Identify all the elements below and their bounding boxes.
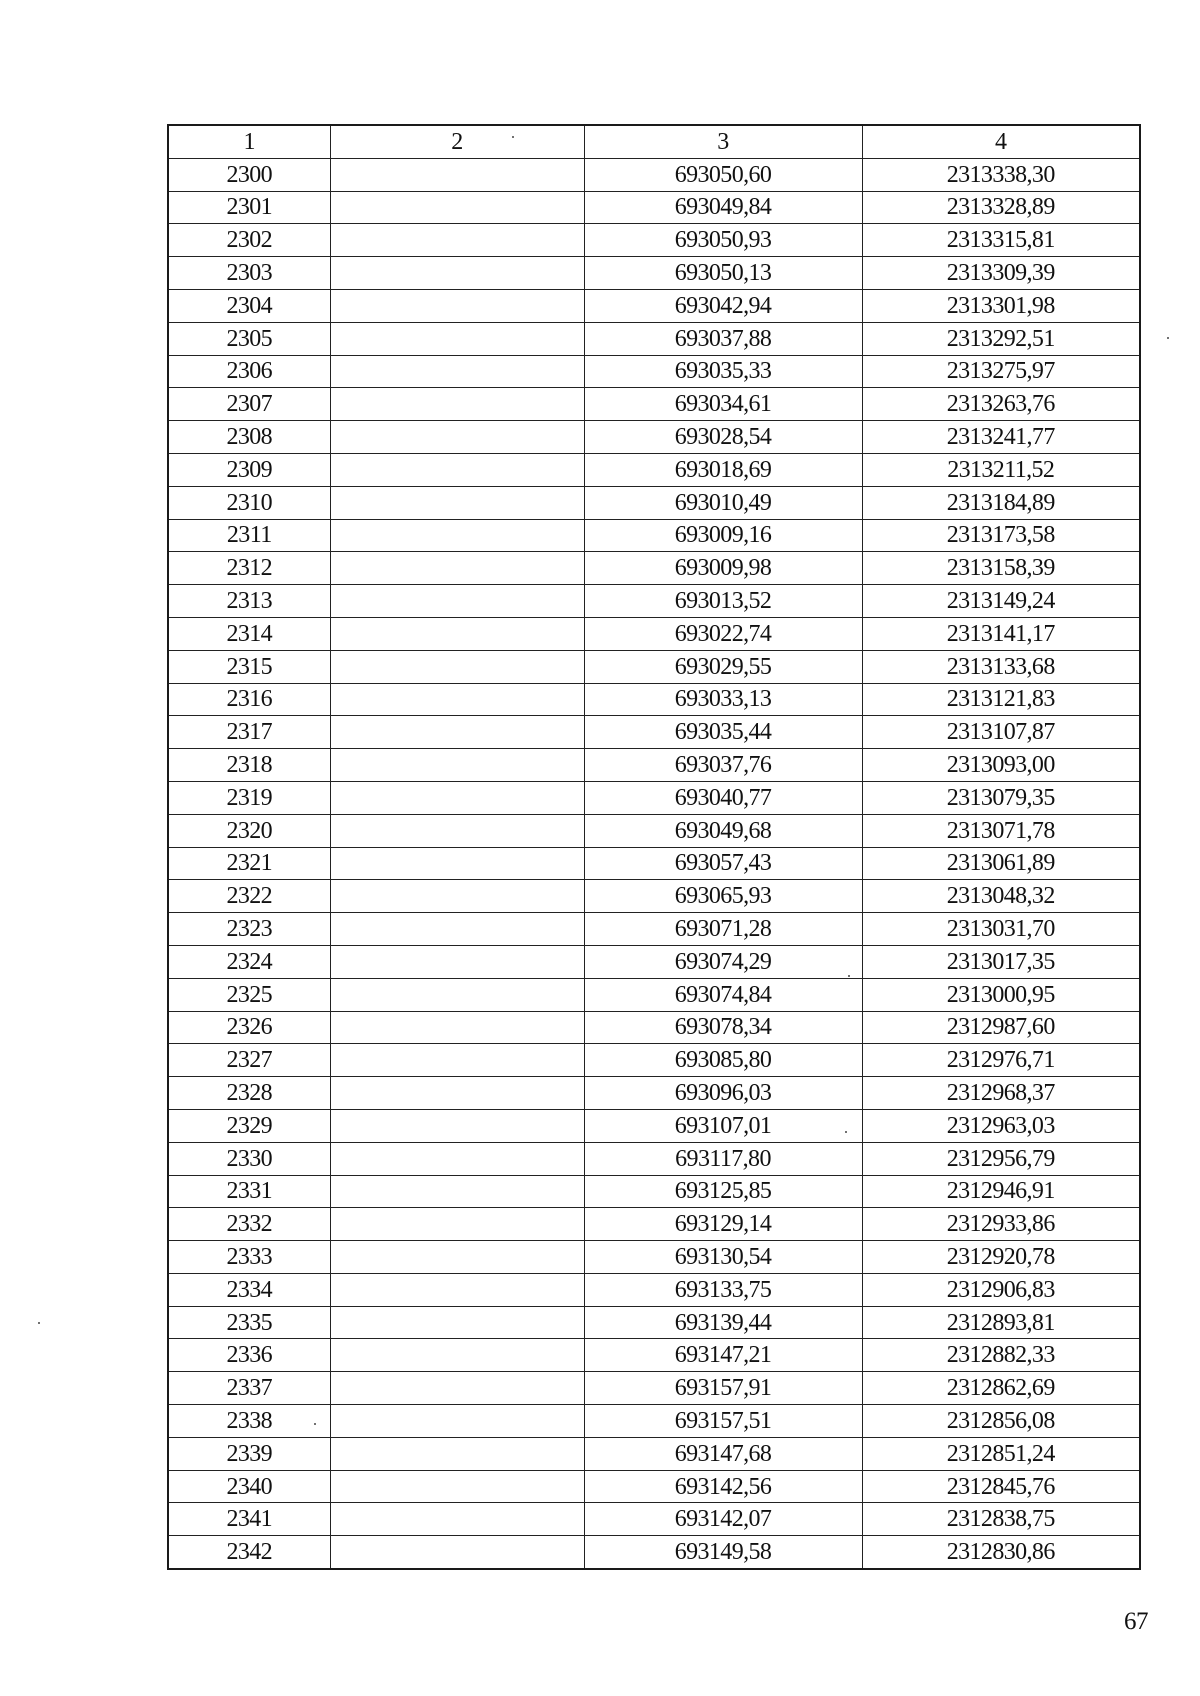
point-number-cell: 2337 — [168, 1372, 330, 1405]
table-row — [168, 1470, 1140, 1503]
x-coordinate-cell: 693033,13 — [584, 683, 862, 716]
column-2-cell — [330, 749, 584, 782]
y-coordinate-cell: 2312963,03 — [862, 1109, 1140, 1142]
x-coordinate-cell: 693028,54 — [584, 421, 862, 454]
x-coordinate-cell: 693040,77 — [584, 781, 862, 814]
table-row — [168, 224, 1140, 257]
point-number-cell: 2312 — [168, 552, 330, 585]
scan-speck — [314, 1423, 316, 1425]
y-coordinate-cell: 2313275,97 — [862, 355, 1140, 388]
x-coordinate-cell: 693037,88 — [584, 322, 862, 355]
table-row — [168, 421, 1140, 454]
x-coordinate-cell: 693050,93 — [584, 224, 862, 257]
y-coordinate-cell: 2313079,35 — [862, 781, 1140, 814]
y-coordinate-cell: 2313211,52 — [862, 453, 1140, 486]
table-row — [168, 289, 1140, 322]
x-coordinate-cell: 693142,07 — [584, 1503, 862, 1536]
x-coordinate-cell: 693049,84 — [584, 191, 862, 224]
table-row — [168, 1208, 1140, 1241]
point-number-cell: 2335 — [168, 1306, 330, 1339]
table-row — [168, 1405, 1140, 1438]
column-2-cell — [330, 880, 584, 913]
table-row — [168, 1503, 1140, 1536]
column-2-cell — [330, 1372, 584, 1405]
x-coordinate-cell: 693009,16 — [584, 519, 862, 552]
column-2-cell — [330, 913, 584, 946]
point-number-cell: 2307 — [168, 388, 330, 421]
point-number-cell: 2306 — [168, 355, 330, 388]
column-2-cell — [330, 1077, 584, 1110]
table-row — [168, 716, 1140, 749]
point-number-cell: 2316 — [168, 683, 330, 716]
y-coordinate-cell: 2312968,37 — [862, 1077, 1140, 1110]
table-row — [168, 1077, 1140, 1110]
point-number-cell: 2329 — [168, 1109, 330, 1142]
point-number-cell: 2322 — [168, 880, 330, 913]
column-2-cell — [330, 421, 584, 454]
y-coordinate-cell: 2313031,70 — [862, 913, 1140, 946]
y-coordinate-cell: 2313133,68 — [862, 650, 1140, 683]
x-coordinate-cell: 693071,28 — [584, 913, 862, 946]
column-2-cell — [330, 1503, 584, 1536]
column-2-cell — [330, 1011, 584, 1044]
point-number-cell: 2326 — [168, 1011, 330, 1044]
y-coordinate-cell: 2313309,39 — [862, 257, 1140, 290]
point-number-cell: 2330 — [168, 1142, 330, 1175]
y-coordinate-cell: 2313017,35 — [862, 945, 1140, 978]
point-number-cell: 2315 — [168, 650, 330, 683]
x-coordinate-cell: 693065,93 — [584, 880, 862, 913]
table-header — [168, 125, 1140, 158]
x-coordinate-cell: 693049,68 — [584, 814, 862, 847]
x-coordinate-cell: 693149,58 — [584, 1536, 862, 1569]
x-coordinate-cell: 693085,80 — [584, 1044, 862, 1077]
point-number-cell: 2300 — [168, 158, 330, 191]
x-coordinate-cell: 693139,44 — [584, 1306, 862, 1339]
x-coordinate-cell: 693078,34 — [584, 1011, 862, 1044]
y-coordinate-cell: 2313184,89 — [862, 486, 1140, 519]
x-coordinate-cell: 693009,98 — [584, 552, 862, 585]
table-row — [168, 1241, 1140, 1274]
table-row — [168, 1109, 1140, 1142]
x-coordinate-cell: 693034,61 — [584, 388, 862, 421]
table-row — [168, 322, 1140, 355]
column-2-cell — [330, 388, 584, 421]
table-row — [168, 585, 1140, 618]
scan-speck — [848, 975, 850, 977]
point-number-cell: 2314 — [168, 617, 330, 650]
x-coordinate-cell: 693074,84 — [584, 978, 862, 1011]
table-row — [168, 978, 1140, 1011]
y-coordinate-cell: 2312920,78 — [862, 1241, 1140, 1274]
column-2-cell — [330, 486, 584, 519]
point-number-cell: 2333 — [168, 1241, 330, 1274]
column-2-cell — [330, 1437, 584, 1470]
column-2-cell — [330, 289, 584, 322]
x-coordinate-cell: 693096,03 — [584, 1077, 862, 1110]
point-number-cell: 2309 — [168, 453, 330, 486]
y-coordinate-cell: 2313071,78 — [862, 814, 1140, 847]
point-number-cell: 2308 — [168, 421, 330, 454]
column-2-cell — [330, 158, 584, 191]
table-row — [168, 913, 1140, 946]
point-number-cell: 2318 — [168, 749, 330, 782]
column-2-cell — [330, 453, 584, 486]
point-number-cell: 2340 — [168, 1470, 330, 1503]
point-number-cell: 2321 — [168, 847, 330, 880]
table-row — [168, 486, 1140, 519]
column-2-cell — [330, 519, 584, 552]
y-coordinate-cell: 2313241,77 — [862, 421, 1140, 454]
column-2-cell — [330, 1339, 584, 1372]
point-number-cell: 2319 — [168, 781, 330, 814]
column-2-cell — [330, 1044, 584, 1077]
point-number-cell: 2320 — [168, 814, 330, 847]
y-coordinate-cell: 2313061,89 — [862, 847, 1140, 880]
table-row — [168, 1536, 1140, 1569]
point-number-cell: 2317 — [168, 716, 330, 749]
table-row — [168, 1306, 1140, 1339]
point-number-cell: 2342 — [168, 1536, 330, 1569]
column-2-cell — [330, 585, 584, 618]
point-number-cell: 2336 — [168, 1339, 330, 1372]
coordinates-table — [167, 124, 1141, 1570]
y-coordinate-cell: 2313315,81 — [862, 224, 1140, 257]
table-row — [168, 191, 1140, 224]
column-2-cell — [330, 224, 584, 257]
y-coordinate-cell: 2312845,76 — [862, 1470, 1140, 1503]
y-coordinate-cell: 2312987,60 — [862, 1011, 1140, 1044]
x-coordinate-cell: 693133,75 — [584, 1273, 862, 1306]
x-coordinate-cell: 693010,49 — [584, 486, 862, 519]
point-number-cell: 2324 — [168, 945, 330, 978]
scan-speck — [1167, 337, 1169, 339]
y-coordinate-cell: 2313338,30 — [862, 158, 1140, 191]
table-row — [168, 814, 1140, 847]
table-row — [168, 617, 1140, 650]
table-row — [168, 453, 1140, 486]
y-coordinate-cell: 2313107,87 — [862, 716, 1140, 749]
table-row — [168, 519, 1140, 552]
y-coordinate-cell: 2313048,32 — [862, 880, 1140, 913]
column-2-cell — [330, 1536, 584, 1569]
column-2-cell — [330, 552, 584, 585]
y-coordinate-cell: 2312851,24 — [862, 1437, 1140, 1470]
y-coordinate-cell: 2312838,75 — [862, 1503, 1140, 1536]
point-number-cell: 2313 — [168, 585, 330, 618]
table-row — [168, 749, 1140, 782]
x-coordinate-cell: 693107,01 — [584, 1109, 862, 1142]
y-coordinate-cell: 2313301,98 — [862, 289, 1140, 322]
x-coordinate-cell: 693147,68 — [584, 1437, 862, 1470]
y-coordinate-cell: 2313149,24 — [862, 585, 1140, 618]
column-2-cell — [330, 945, 584, 978]
y-coordinate-cell: 2312906,83 — [862, 1273, 1140, 1306]
column-2-cell — [330, 1405, 584, 1438]
table-row — [168, 781, 1140, 814]
table-row — [168, 388, 1140, 421]
column-2-cell — [330, 1273, 584, 1306]
column-2-cell — [330, 716, 584, 749]
column-2-cell — [330, 1306, 584, 1339]
table-row — [168, 1372, 1140, 1405]
x-coordinate-cell: 693157,51 — [584, 1405, 862, 1438]
x-coordinate-cell: 693035,44 — [584, 716, 862, 749]
x-coordinate-cell: 693147,21 — [584, 1339, 862, 1372]
x-coordinate-cell: 693050,60 — [584, 158, 862, 191]
column-header-4: 4 — [862, 125, 1140, 158]
column-2-cell — [330, 814, 584, 847]
x-coordinate-cell: 693018,69 — [584, 453, 862, 486]
column-2-cell — [330, 1175, 584, 1208]
x-coordinate-cell: 693035,33 — [584, 355, 862, 388]
column-2-cell — [330, 847, 584, 880]
column-2-cell — [330, 1470, 584, 1503]
x-coordinate-cell: 693037,76 — [584, 749, 862, 782]
scan-speck — [38, 1322, 40, 1324]
y-coordinate-cell: 2312946,91 — [862, 1175, 1140, 1208]
x-coordinate-cell: 693042,94 — [584, 289, 862, 322]
scan-speck — [512, 136, 514, 138]
y-coordinate-cell: 2312933,86 — [862, 1208, 1140, 1241]
point-number-cell: 2328 — [168, 1077, 330, 1110]
column-header-3: 3 — [584, 125, 862, 158]
header-row — [168, 125, 1140, 158]
point-number-cell: 2310 — [168, 486, 330, 519]
point-number-cell: 2323 — [168, 913, 330, 946]
column-2-cell — [330, 257, 584, 290]
column-2-cell — [330, 1241, 584, 1274]
x-coordinate-cell: 693142,56 — [584, 1470, 862, 1503]
point-number-cell: 2334 — [168, 1273, 330, 1306]
column-2-cell — [330, 355, 584, 388]
x-coordinate-cell: 693157,91 — [584, 1372, 862, 1405]
column-2-cell — [330, 978, 584, 1011]
table-row — [168, 1339, 1140, 1372]
table-row — [168, 1142, 1140, 1175]
table-row — [168, 158, 1140, 191]
column-2-cell — [330, 650, 584, 683]
y-coordinate-cell: 2312893,81 — [862, 1306, 1140, 1339]
table-row — [168, 1273, 1140, 1306]
column-header-2: 2 — [330, 125, 584, 158]
y-coordinate-cell: 2312856,08 — [862, 1405, 1140, 1438]
point-number-cell: 2301 — [168, 191, 330, 224]
point-number-cell: 2341 — [168, 1503, 330, 1536]
point-number-cell: 2311 — [168, 519, 330, 552]
page-number: 67 — [1124, 1608, 1148, 1635]
column-2-cell — [330, 683, 584, 716]
x-coordinate-cell: 693129,14 — [584, 1208, 862, 1241]
y-coordinate-cell: 2313173,58 — [862, 519, 1140, 552]
table-row — [168, 1175, 1140, 1208]
point-number-cell: 2325 — [168, 978, 330, 1011]
y-coordinate-cell: 2313121,83 — [862, 683, 1140, 716]
table-row — [168, 880, 1140, 913]
y-coordinate-cell: 2313292,51 — [862, 322, 1140, 355]
x-coordinate-cell: 693022,74 — [584, 617, 862, 650]
column-2-cell — [330, 1109, 584, 1142]
y-coordinate-cell: 2313158,39 — [862, 552, 1140, 585]
y-coordinate-cell: 2312976,71 — [862, 1044, 1140, 1077]
point-number-cell: 2332 — [168, 1208, 330, 1241]
table-row — [168, 552, 1140, 585]
point-number-cell: 2303 — [168, 257, 330, 290]
y-coordinate-cell: 2312862,69 — [862, 1372, 1140, 1405]
column-header-1: 1 — [168, 125, 330, 158]
y-coordinate-cell: 2313093,00 — [862, 749, 1140, 782]
table-row — [168, 650, 1140, 683]
column-2-cell — [330, 617, 584, 650]
point-number-cell: 2302 — [168, 224, 330, 257]
column-2-cell — [330, 1142, 584, 1175]
y-coordinate-cell: 2313141,17 — [862, 617, 1140, 650]
table-row — [168, 945, 1140, 978]
y-coordinate-cell: 2313263,76 — [862, 388, 1140, 421]
point-number-cell: 2304 — [168, 289, 330, 322]
x-coordinate-cell: 693057,43 — [584, 847, 862, 880]
x-coordinate-cell: 693074,29 — [584, 945, 862, 978]
point-number-cell: 2305 — [168, 322, 330, 355]
table-row — [168, 1044, 1140, 1077]
table-row — [168, 257, 1140, 290]
table-row — [168, 1437, 1140, 1470]
table-row — [168, 847, 1140, 880]
table-row — [168, 683, 1140, 716]
x-coordinate-cell: 693013,52 — [584, 585, 862, 618]
column-2-cell — [330, 322, 584, 355]
table-row — [168, 1011, 1140, 1044]
table-row — [168, 355, 1140, 388]
y-coordinate-cell: 2313328,89 — [862, 191, 1140, 224]
y-coordinate-cell: 2312830,86 — [862, 1536, 1140, 1569]
point-number-cell: 2331 — [168, 1175, 330, 1208]
column-2-cell — [330, 191, 584, 224]
point-number-cell: 2339 — [168, 1437, 330, 1470]
x-coordinate-cell: 693130,54 — [584, 1241, 862, 1274]
column-2-cell — [330, 781, 584, 814]
x-coordinate-cell: 693029,55 — [584, 650, 862, 683]
x-coordinate-cell: 693117,80 — [584, 1142, 862, 1175]
scan-speck — [845, 1131, 847, 1133]
x-coordinate-cell: 693125,85 — [584, 1175, 862, 1208]
column-2-cell — [330, 1208, 584, 1241]
y-coordinate-cell: 2312882,33 — [862, 1339, 1140, 1372]
point-number-cell: 2327 — [168, 1044, 330, 1077]
y-coordinate-cell: 2312956,79 — [862, 1142, 1140, 1175]
y-coordinate-cell: 2313000,95 — [862, 978, 1140, 1011]
x-coordinate-cell: 693050,13 — [584, 257, 862, 290]
table-body — [168, 158, 1140, 1569]
point-number-cell: 2338 — [168, 1405, 330, 1438]
